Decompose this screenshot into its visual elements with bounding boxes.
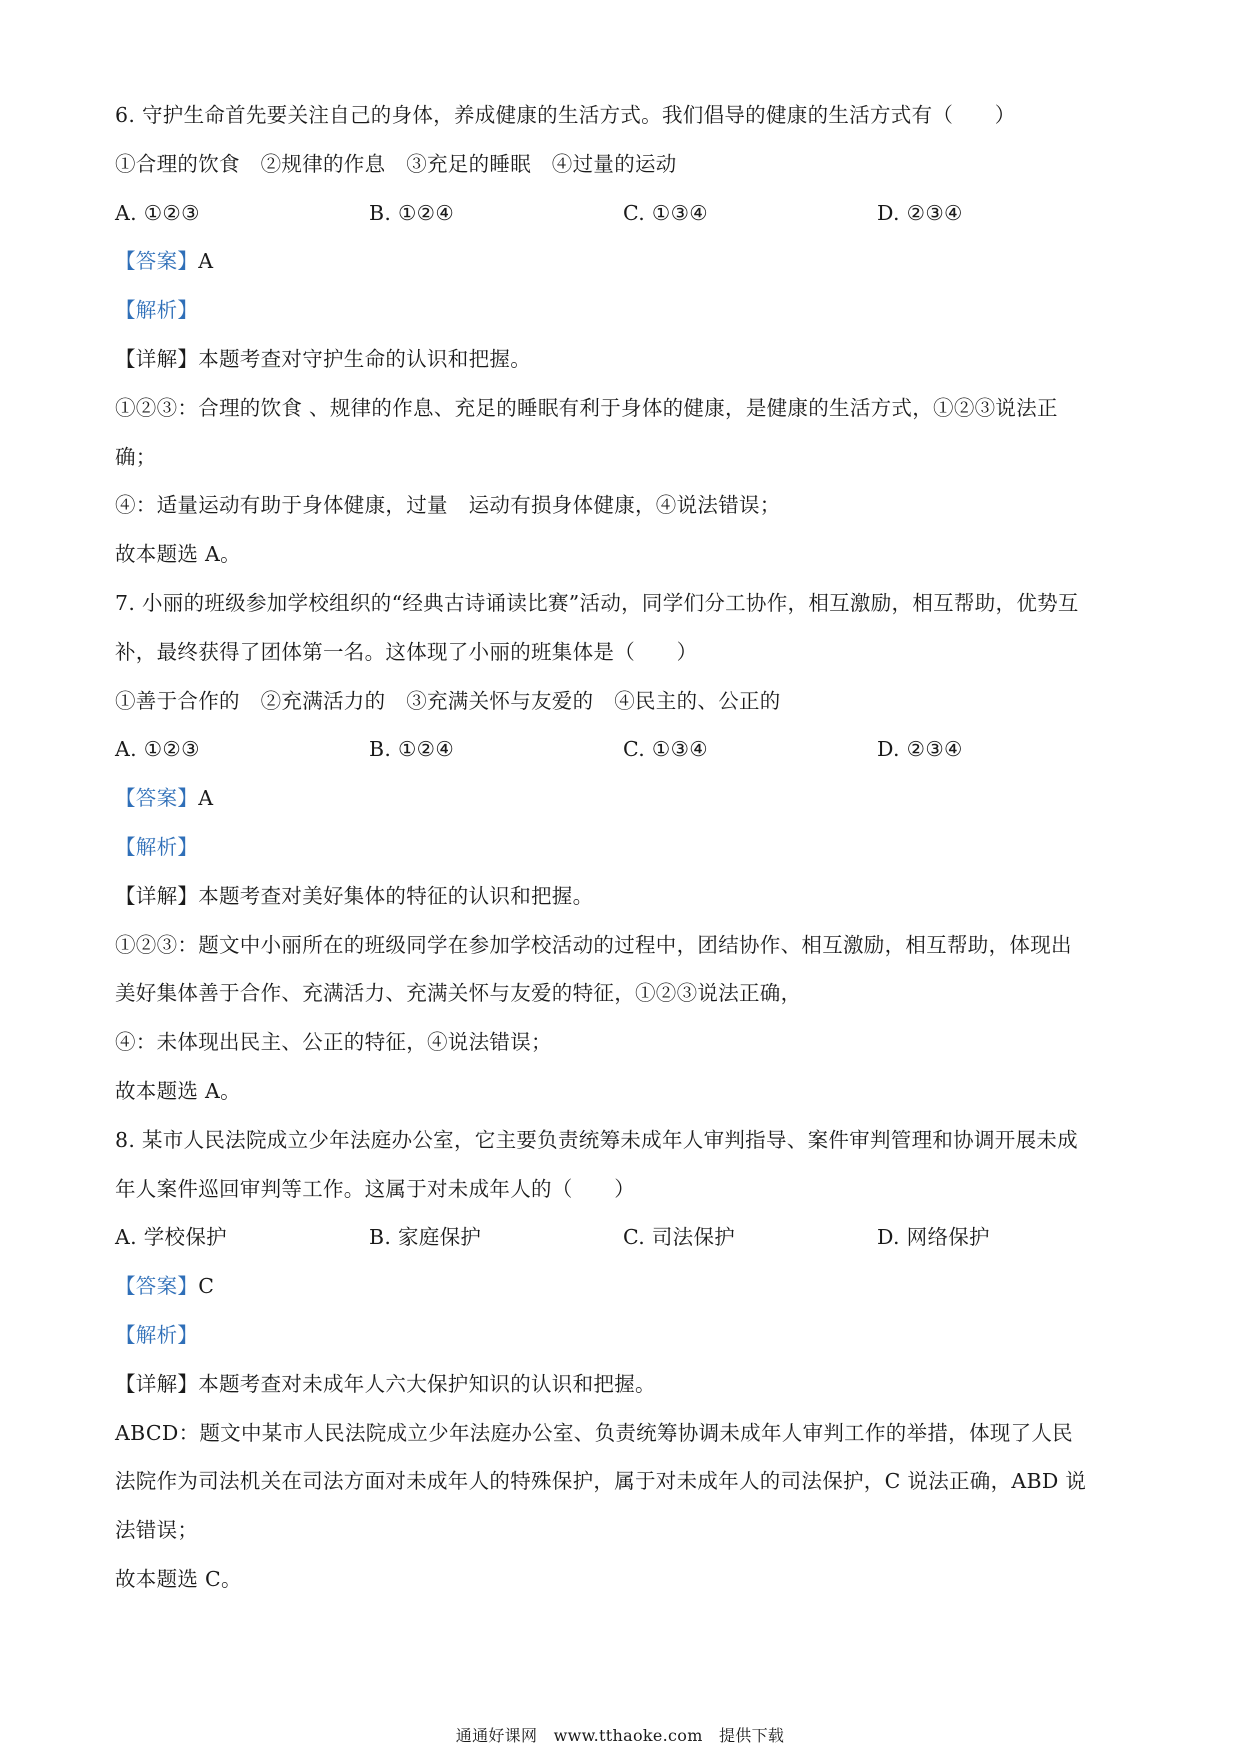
analysis-tag: 【解析】 — [115, 1322, 199, 1347]
question-7-stem: 7. 小丽的班级参加学校组织的“经典古诗诵读比赛”活动，同学们分工协作，相互激励，相互帮助，优势互 — [115, 590, 1079, 615]
page-content — [115, 100, 1145, 1613]
explanation-line: ABCD：题文中某市人民法院成立少年法庭办公室、负责统筹协调未成年人审判工作的举措，体现了人民 — [115, 1420, 1073, 1445]
option-d: D. ②③④ — [877, 200, 963, 225]
explanation-line: 美好集体善于合作、充满活力、充满关怀与友爱的特征，①②③说法正确， — [115, 981, 802, 1006]
question-7-options — [115, 734, 1145, 764]
analysis-tag: 【解析】 — [115, 298, 199, 323]
option-a: A. ①②③ — [115, 200, 200, 225]
detail-intro: 本题考查对美好集体的特征的认识和把握。 — [198, 883, 594, 908]
explanation-conclusion: 故本题选 C。 — [115, 1566, 242, 1591]
option-d: D. 网络保护 — [877, 1225, 990, 1250]
answer-value: A — [198, 786, 214, 811]
question-8-stem-cont: 年人案件巡回审判等工作。这属于对未成年人的（ ） — [115, 1176, 635, 1201]
detail-tag: 【详解】 — [115, 1371, 199, 1396]
explanation-line: 法院作为司法机关在司法方面对未成年人的特殊保护，属于对未成年人的司法保护，C 说法正确，ABD 说 — [115, 1469, 1087, 1494]
option-c: C. 司法保护 — [623, 1225, 736, 1250]
explanation-line: ④：未体现出民主、公正的特征，④说法错误； — [115, 1030, 552, 1055]
detail-intro: 本题考查对未成年人六大保护知识的认识和把握。 — [198, 1371, 656, 1396]
option-c: C. ①③④ — [623, 200, 708, 225]
option-b: B. 家庭保护 — [369, 1225, 482, 1250]
question-8-options — [115, 1222, 1145, 1252]
analysis-tag: 【解析】 — [115, 834, 199, 859]
question-8-answer — [115, 1271, 1145, 1301]
explanation-line: 确； — [115, 444, 157, 469]
question-8-detail — [115, 1369, 1145, 1399]
question-7-detail — [115, 881, 1145, 911]
explanation-line: ④：适量运动有助于身体健康，过量 运动有损身体健康，④说法错误； — [115, 493, 781, 518]
detail-tag: 【详解】 — [115, 883, 199, 908]
option-c: C. ①③④ — [623, 737, 708, 762]
explanation-line: ①②③：合理的饮食 、规律的作息、充足的睡眠有利于身体的健康，是健康的生活方式，①②③说法正 — [115, 395, 1058, 420]
question-6-stem: 6. 守护生命首先要关注自己的身体，养成健康的生活方式。我们倡导的健康的生活方式有（ ） — [115, 103, 1016, 127]
page-footer[interactable]: 通通好课网 www.tthaoke.com 提供下载 — [455, 1726, 785, 1745]
question-6-analysis — [115, 295, 1145, 325]
explanation-conclusion: 故本题选 A。 — [115, 1078, 241, 1103]
answer-tag: 【答案】 — [115, 249, 199, 274]
answer-value: A — [198, 249, 214, 274]
option-d: D. ②③④ — [877, 737, 963, 762]
explanation-line: ①②③：题文中小丽所在的班级同学在参加学校活动的过程中，团结协作、相互激励，相互帮助，体现出 — [115, 932, 1072, 957]
question-6-items: ①合理的饮食 ②规律的作息 ③充足的睡眠 ④过量的运动 — [115, 151, 677, 176]
explanation-conclusion: 故本题选 A。 — [115, 542, 241, 567]
question-8-analysis — [115, 1320, 1145, 1350]
question-7-stem-cont: 补，最终获得了团体第一名。这体现了小丽的班集体是（ ） — [115, 639, 698, 664]
answer-value: C — [198, 1274, 215, 1299]
answer-tag: 【答案】 — [115, 786, 199, 811]
question-7-answer — [115, 783, 1145, 813]
question-8-stem: 8. 某市人民法院成立少年法庭办公室，它主要负责统筹未成年人审判指导、案件审判管理和协调开展未成 — [115, 1127, 1078, 1152]
detail-intro: 本题考查对守护生命的认识和把握。 — [198, 346, 532, 371]
question-7-items: ①善于合作的 ②充满活力的 ③充满关怀与友爱的 ④民主的、公正的 — [115, 688, 781, 713]
question-6-options — [115, 198, 1145, 228]
option-b: B. ①②④ — [369, 737, 455, 762]
option-a: A. ①②③ — [115, 737, 200, 762]
explanation-line: 法错误； — [115, 1518, 199, 1543]
question-7-analysis — [115, 832, 1145, 862]
option-b: B. ①②④ — [369, 200, 455, 225]
detail-tag: 【详解】 — [115, 346, 199, 371]
answer-tag: 【答案】 — [115, 1274, 199, 1299]
option-a: A. 学校保护 — [115, 1225, 227, 1250]
question-6-detail — [115, 344, 1145, 374]
question-6-answer — [115, 246, 1145, 276]
